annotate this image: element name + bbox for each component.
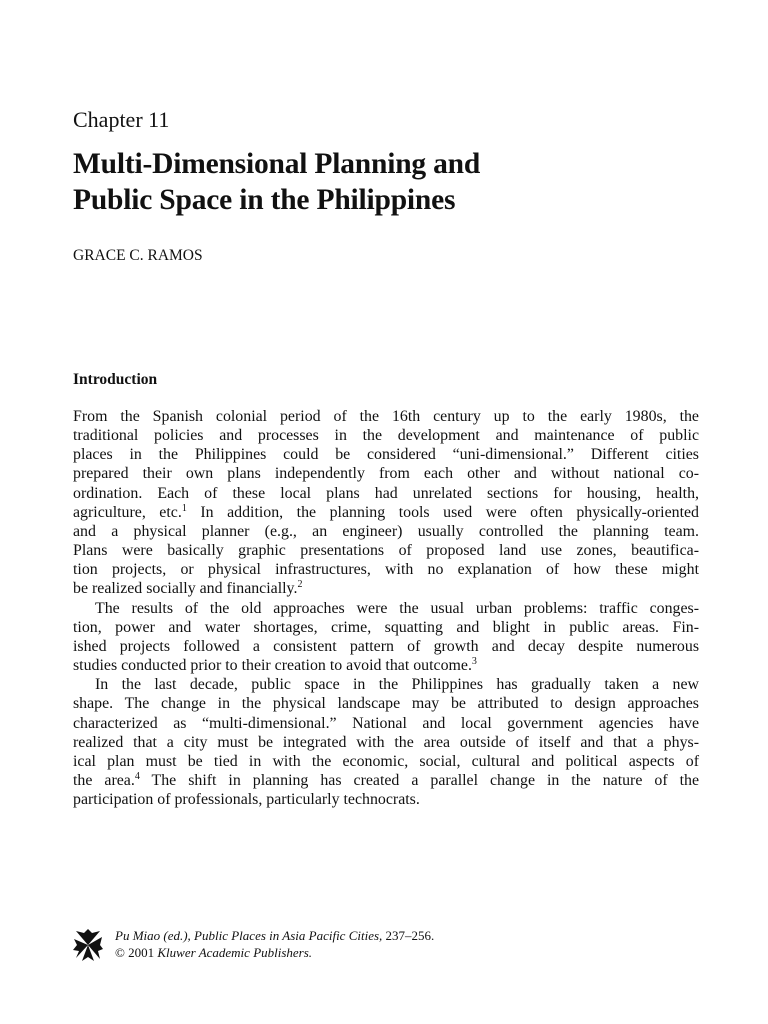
text-line (73, 771, 699, 790)
text-fragment: the area. (73, 771, 135, 789)
chapter-title-line-1: Multi-Dimensional Planning and (73, 148, 481, 180)
text-line: ical plan must be tied in with the economic, social, cultural and political aspects of (73, 752, 699, 770)
footnote-ref-3: 3 (471, 656, 477, 668)
text-line: Plans were basically graphic presentations of proposed land use zones, beautifica- (73, 542, 699, 560)
chapter-title-line-2: Public Space in the Philippines (73, 184, 456, 216)
copyright-year: © 2001 (115, 945, 158, 960)
paragraph-2 (73, 599, 699, 676)
text-fragment: be realized socially and financially. (73, 580, 298, 598)
text-line: characterized as “multi-dimensional.” National and local government agencies have (73, 714, 699, 732)
text-line: and a physical planner (e.g., an engineer) usually controlled the planning team. (73, 522, 699, 540)
text-line: ished projects followed a consistent pattern of growth and decay despite numerous (73, 637, 699, 655)
publisher-name: Kluwer Academic Publishers. (157, 945, 313, 960)
text-fragment: studies conducted prior to their creation to avoid that outcome. (73, 657, 472, 675)
text-fragment: In addition, the planning tools used were often physically-oriented (186, 503, 699, 521)
text-line: shape. The change in the physical landscape may be attributed to design approaches (73, 695, 699, 713)
footer-text (115, 927, 434, 961)
text-line: traditional policies and processes in the development and maintenance of public (73, 427, 699, 445)
author-name: GRACE C. RAMOS (73, 247, 203, 264)
publisher-logo-icon (73, 929, 103, 961)
text-fragment: The shift in planning has created a parallel change in the nature of the (139, 771, 700, 789)
text-line: participation of professionals, particularly technocrats. (73, 791, 420, 809)
body-text (73, 407, 699, 809)
text-line: In the last decade, public space in the Philippines has gradually taken a new (95, 676, 699, 694)
text-line: tion projects, or physical infrastructures, with no explanation of how these might (73, 561, 699, 579)
text-line: realized that a city must be integrated with the area outside of itself and that a phys- (73, 733, 699, 751)
section-heading: Introduction (73, 371, 158, 388)
text-line (73, 503, 699, 522)
text-fragment: agriculture, etc. (73, 503, 182, 521)
copyright-line (115, 944, 434, 961)
text-line (73, 579, 699, 598)
footnote-ref-4: 4 (134, 770, 140, 782)
text-line: places in the Philippines could be considered “uni-dimensional.” Different cities (73, 446, 699, 464)
text-line: ordination. Each of these local plans had unrelated sections for housing, health, (73, 484, 699, 502)
footnote-ref-2: 2 (297, 579, 303, 591)
chapter-title (73, 146, 713, 218)
paragraph-1 (73, 407, 699, 599)
text-line (73, 656, 699, 675)
text-line: tion, power and water shortages, crime, squatting and blight in public areas. Fin- (73, 618, 699, 636)
citation-pages: 237–256. (382, 928, 435, 943)
footnote-ref-1: 1 (181, 502, 187, 514)
text-line: From the Spanish colonial period of the 16th century up to the early 1980s, the (73, 408, 699, 425)
citation-source: Pu Miao (ed.), Public Places in Asia Pacific Cities, (115, 928, 383, 943)
citation-line (115, 927, 434, 944)
paragraph-3 (73, 675, 699, 809)
text-line: prepared their own plans independently from each other and without national co- (73, 465, 699, 483)
chapter-number: Chapter 11 (73, 107, 170, 132)
text-line: The results of the old approaches were the usual urban problems: traffic conges- (95, 599, 699, 617)
